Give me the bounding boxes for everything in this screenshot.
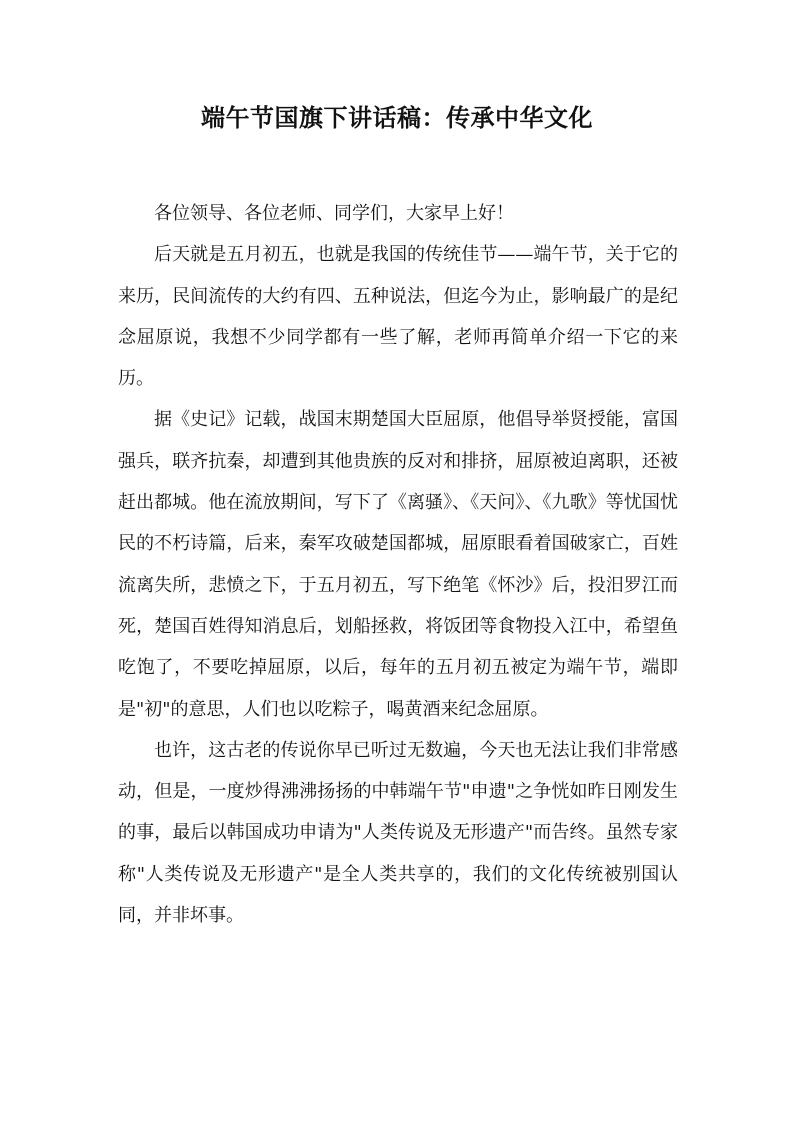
paragraph-heritage-dispute: 也许，这古老的传说你早已听过无数遍，今天也无法让我们非常感动，但是，一度炒得沸沸扬扬的中韩端午节"申遗"之争恍如昨日刚发生的事，最后以韩国成功申请为"人类传说及无形遗产"而告终。虽然专家称"人类传说及无形遗产"是全人类共享的，我们的文化传统被别国认同，并非坏事。	[118, 739, 678, 927]
paragraph-introduction: 后天就是五月初五，也就是我国的传统佳节——端午节，关于它的来历，民间流传的大约有四、五种说法，但迄今为止，影响最广的是纪念屈原说，我想不少同学都有一些了解，老师再简单介绍一下它的来历。	[118, 244, 678, 390]
paragraph-greeting: 各位领导、各位老师、同学们，大家早上好！	[154, 203, 514, 224]
paragraph-qu-yuan-story: 据《史记》记载，战国末期楚国大臣屈原，他倡导举贤授能，富国强兵，联齐抗秦，却遭到其他贵族的反对和排挤，屈原被迫离职，还被赶出都城。他在流放期间，写下了《离骚》、《天问》、《九歌》等忧国忧民的不朽诗篇，后来，秦军攻破楚国都城，屈原眼看着国破家亡，百姓流离失所，悲愤之下，于五月初五，写下绝笔《怀沙》后，投汨罗江而死，楚国百姓得知消息后，划船拯救，将饭团等食物投入江中，希望鱼吃饱了，不要吃掉屈原，以后，每年的五月初五被定为端午节，端即是"初"的意思，人们也以吃粽子，喝黄酒来纪念屈原。	[118, 409, 678, 720]
document-body	[118, 193, 678, 936]
document-title: 端午节国旗下讲话稿：传承中华文化	[201, 104, 593, 132]
